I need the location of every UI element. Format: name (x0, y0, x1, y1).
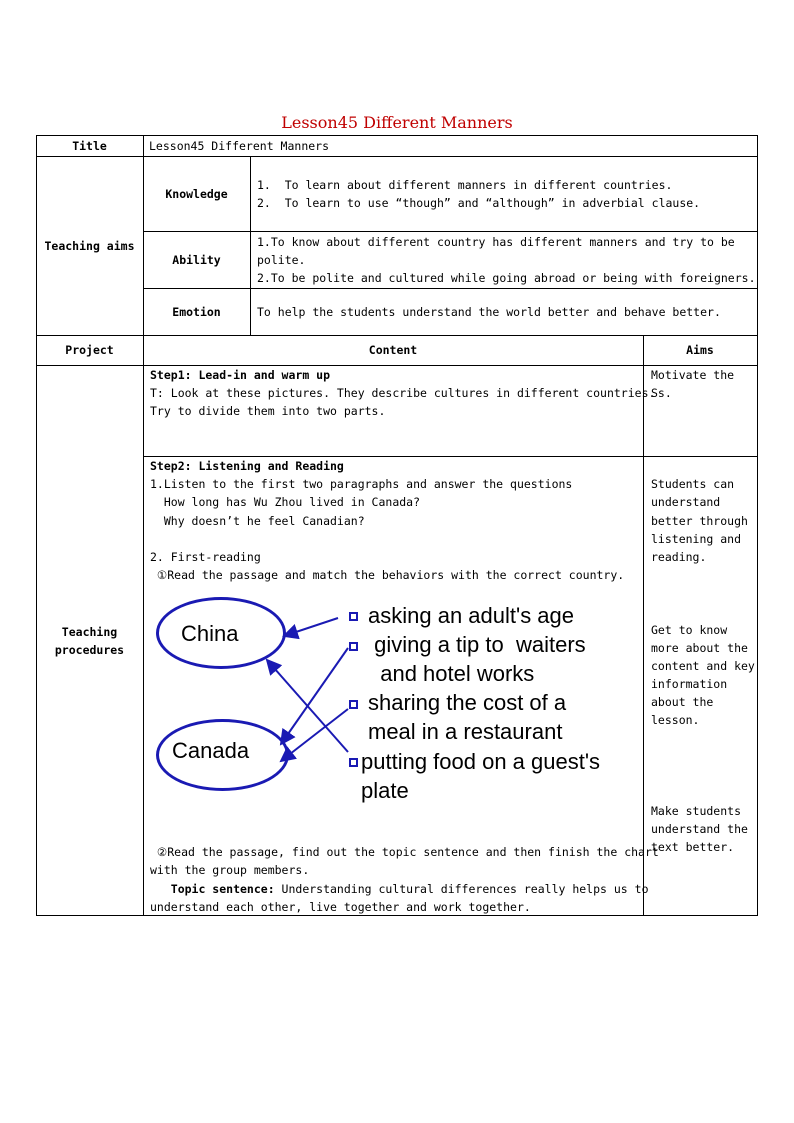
step2-aims2-4: information (651, 677, 728, 691)
step1-aims-2: Ss. (651, 386, 672, 400)
emotion-text: To help the students understand the world better and behave better. (257, 305, 721, 319)
header-aims: Aims (686, 343, 714, 357)
step2-aims2-6: lesson. (651, 713, 700, 727)
step2-heading: Step2: Listening and Reading (150, 459, 344, 473)
header-project: Project (65, 343, 114, 357)
title-label: Title (72, 139, 107, 153)
behavior-2-cont: and hotel works (368, 661, 535, 686)
step2-line-1: 1.Listen to the first two paragraphs and answer the questions (150, 477, 573, 491)
knowledge-line-1: 1. To learn about different manners in different countries. (257, 178, 673, 192)
topic-sentence-text: Understanding cultural differences really helps us to (274, 882, 649, 896)
step1-aims-1: Motivate the (651, 368, 735, 382)
teaching-aims-label: Teaching aims (44, 239, 135, 253)
bullet-square-icon (349, 612, 358, 621)
first-reading: 2. First-reading (150, 550, 261, 564)
step2-aims3-1: Make students (651, 804, 742, 818)
second-reading-line-1: ②Read the passage, find out the topic sentence and then finish the chart (150, 845, 659, 859)
second-reading-line-2: with the group members. (150, 863, 310, 877)
step1-line-1: T: Look at these pictures. They describe cultures in different countries. (150, 386, 656, 400)
step2-aims1-2: understand (651, 495, 721, 509)
ability-line-3: 2.To be polite and cultured while going abroad or being with foreigners. (257, 271, 756, 285)
behavior-4-cont: plate (361, 778, 409, 803)
step2-aims1-4: listening and (651, 532, 742, 546)
step2-aims3-2: understand the (651, 822, 748, 836)
topic-sentence-line (150, 880, 649, 898)
step2-aims2-2: more about the (651, 641, 748, 655)
emotion-label: Emotion (172, 305, 221, 319)
step2-aims2-1: Get to know (651, 623, 728, 637)
step2-aims1-1: Students can (651, 477, 735, 491)
step2-aims2-3: content and key (651, 659, 755, 673)
ability-line-1: 1.To know about different country has different manners and try to be (257, 235, 735, 249)
document-title: Lesson45 Different Manners (281, 113, 513, 132)
china-label: China (181, 621, 239, 646)
behavior-3-cont: meal in a restaurant (368, 719, 563, 744)
knowledge-label: Knowledge (165, 187, 228, 201)
step2-aims1-3: better through (651, 514, 748, 528)
step2-line-2: How long has Wu Zhou lived in Canada? (150, 495, 421, 509)
title-value: Lesson45 Different Manners (149, 139, 330, 153)
topic-sentence-label: Topic sentence: (150, 882, 275, 896)
behavior-3: sharing the cost of a (368, 690, 567, 715)
behavior-1: asking an adult's age (368, 603, 575, 628)
topic-sentence-line-2: understand each other, live together and work together. (150, 900, 531, 914)
step2-aims1-5: reading. (651, 550, 707, 564)
canada-label: Canada (172, 738, 250, 763)
behavior-2: giving a tip to waiters (368, 632, 586, 657)
step2-aims2-5: about the (651, 695, 714, 709)
ability-label: Ability (172, 253, 221, 267)
step2-line-3: Why doesn’t he feel Canadian? (150, 514, 365, 528)
procedures-label-1: Teaching (61, 625, 118, 639)
behavior-4: putting food on a guest's (361, 749, 601, 774)
bullet-square-icon (349, 642, 358, 651)
knowledge-line-2: 2. To learn to use “though” and “although” in adverbial clause. (257, 196, 701, 210)
ability-line-2: polite. (257, 253, 306, 267)
header-content: Content (368, 343, 418, 357)
match-instruction: ①Read the passage and match the behaviors with the correct country. (150, 568, 625, 582)
step1-line-2: Try to divide them into two parts. (150, 404, 386, 418)
bullet-square-icon (349, 700, 358, 709)
step2-aims3-3: text better. (651, 840, 735, 854)
step1-heading: Step1: Lead-in and warm up (150, 368, 331, 382)
bullet-square-icon (349, 758, 358, 767)
procedures-label-2: procedures (54, 643, 125, 657)
